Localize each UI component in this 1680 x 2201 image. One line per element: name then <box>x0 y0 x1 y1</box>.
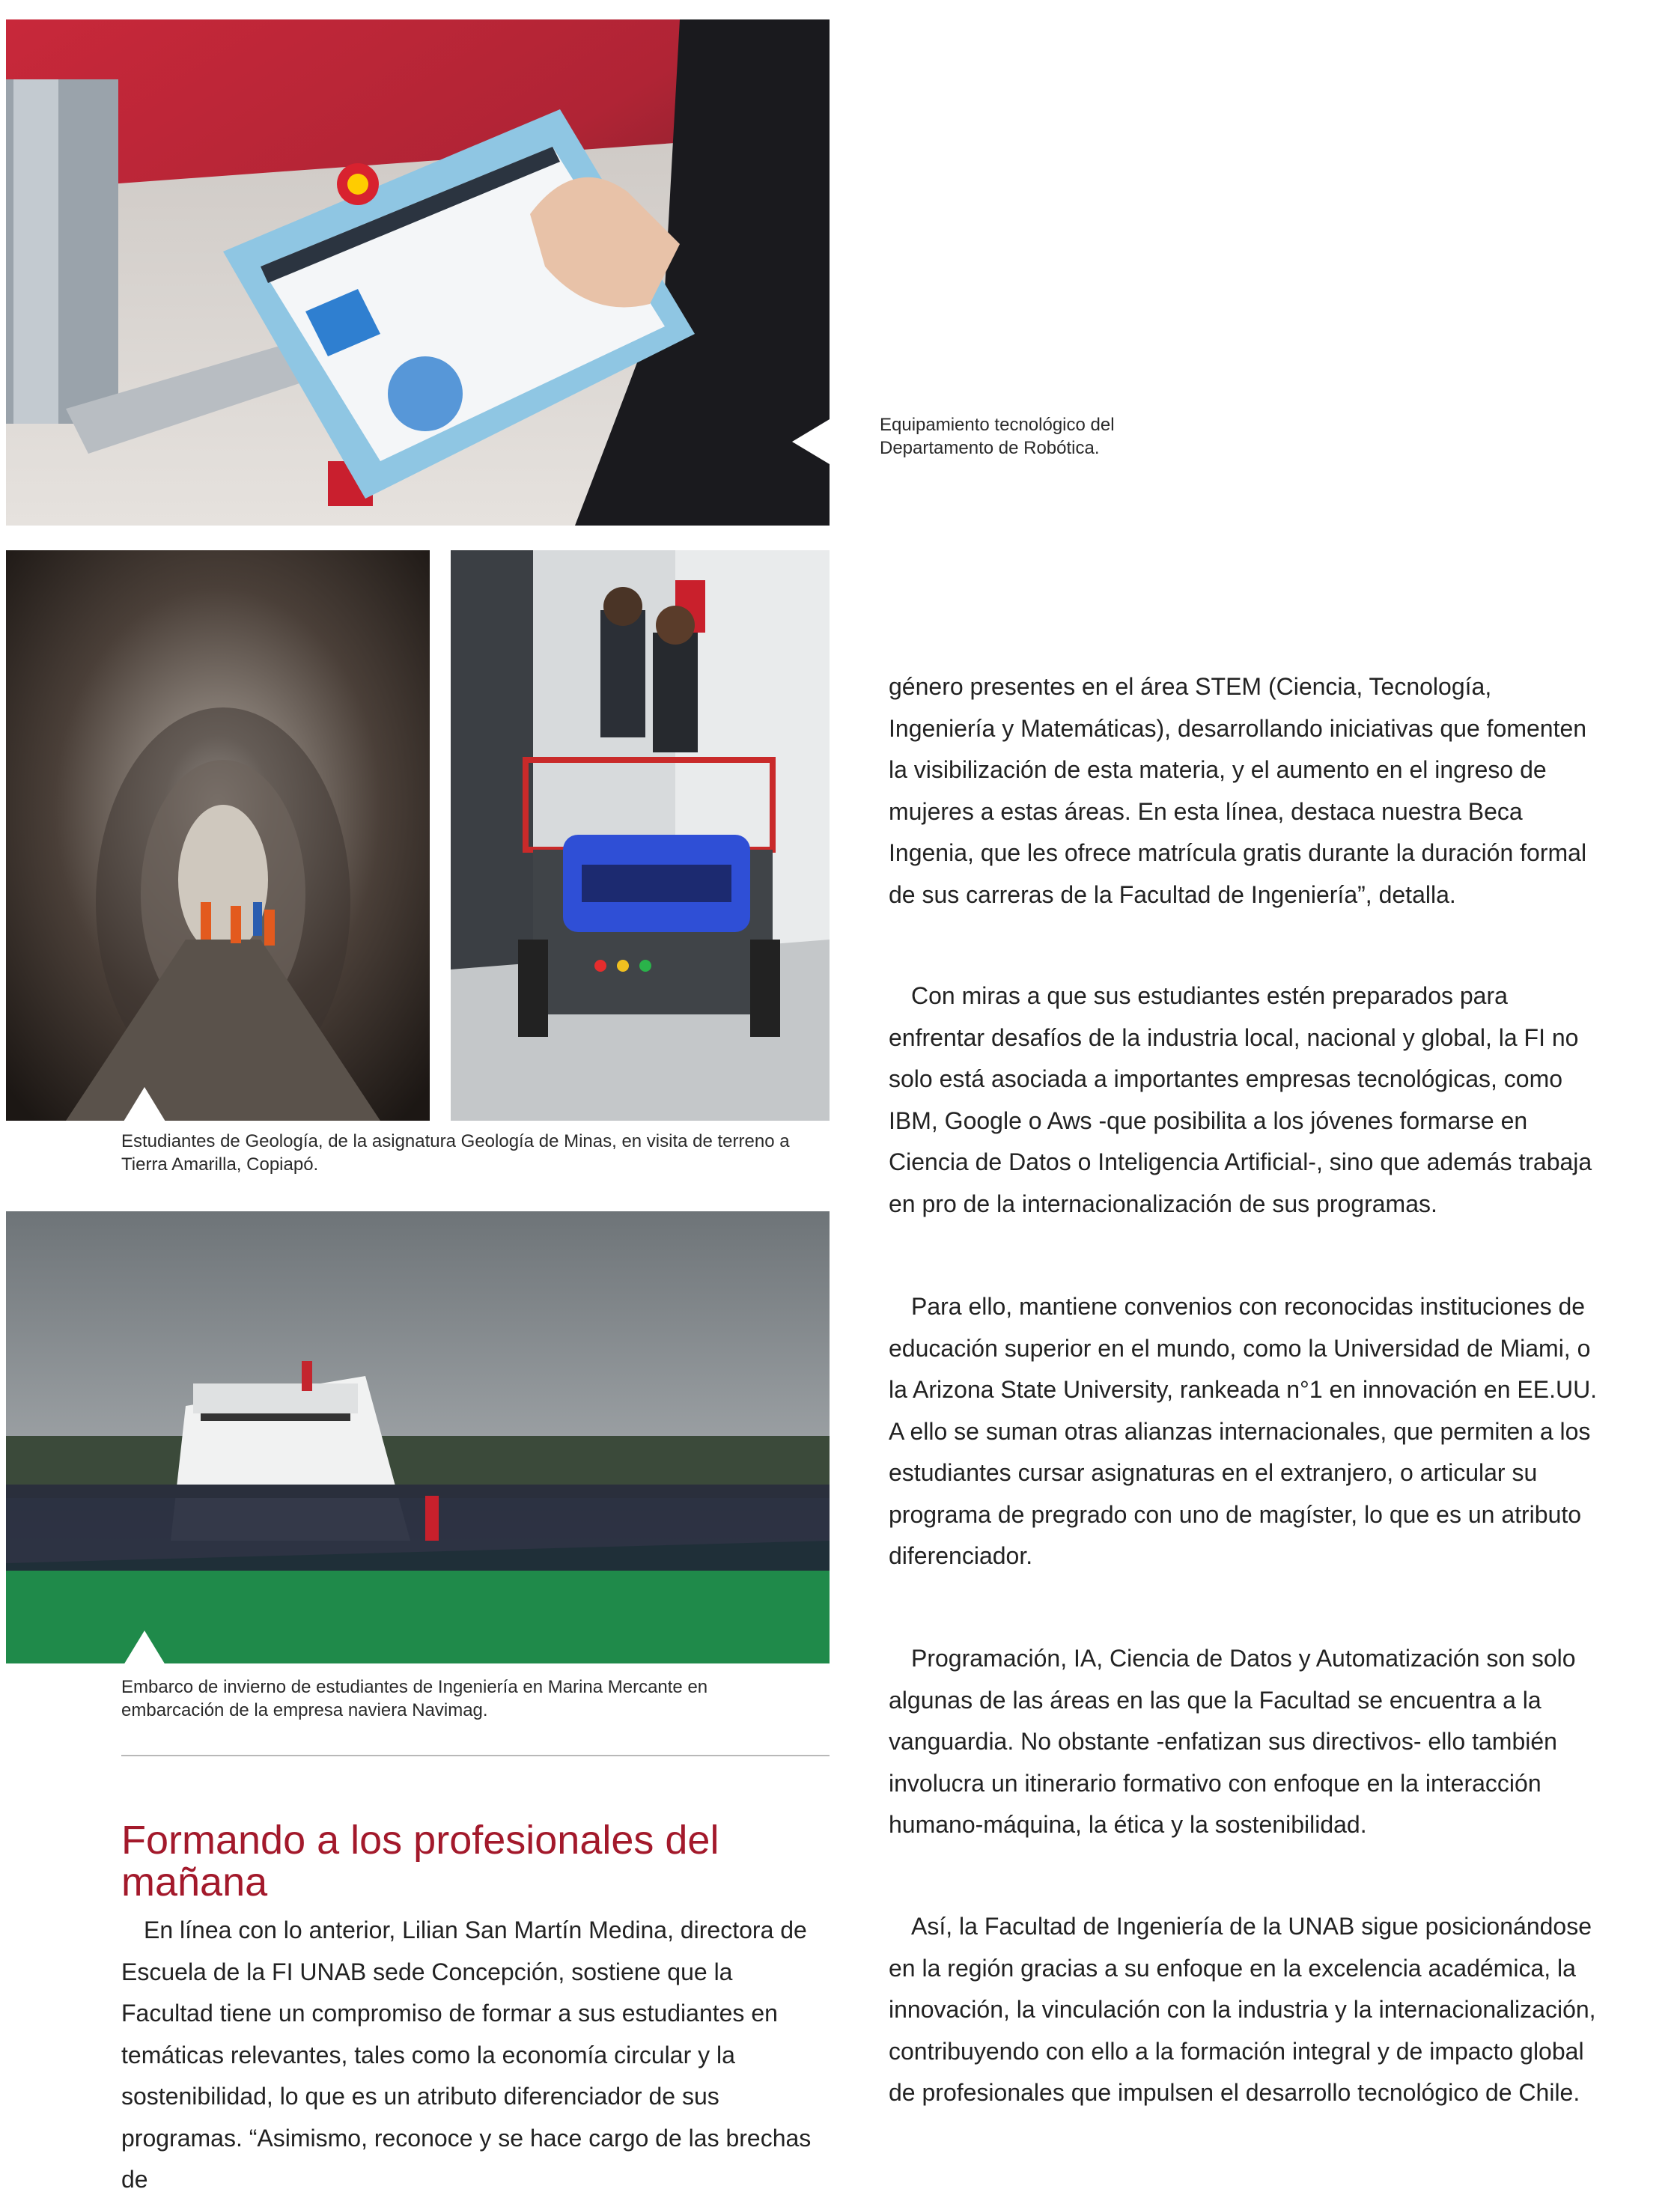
paragraph-agreements: Para ello, mantiene convenios con reconocidas instituciones de educación superior en el mundo, como la Universidad de Miami, o la Arizona State University, rankeada n°1 en innovación en EE.UU. A ello se suman otras alianzas internacionales, que permiten a los estudiantes cursar asignaturas en el extranjero, o articular su programa de pregrado con uno de magíster, lo que es un atributo diferenciador. <box>889 1293 1598 1569</box>
paragraph-areas: Programación, IA, Ciencia de Datos y Automatización son solo algunas de las áreas en las que la Facultad se encuentra a la vanguardia. No obstante -enfatizan sus directivos- ello también involucra un itinerario formativo con enfoque en la interacción humano-máquina, la ética y la sostenibilidad. <box>889 1645 1576 1838</box>
section-heading: Formando a los profesionales del mañana <box>121 1818 719 1905</box>
paragraph-closing: Así, la Facultad de Ingeniería de la UNAB sigue posicionándose en la región gracias a su enfoque en la excelencia académica, la innovación, la vinculación con la industria y la internacionalización, contribuyendo con ello a la formación integral y de impacto global de profesionales que impulsen el desarrollo tecnológico de Chile. <box>889 1913 1596 2106</box>
navimag-caption: Embarco de invierno de estudiantes de Ingeniería en Marina Mercante en embarcación de la empresa naviera Navimag. <box>121 1677 708 1720</box>
caption-pointer <box>124 1087 165 1121</box>
caption-pointer <box>792 419 830 464</box>
geology-tunnel-photo <box>6 550 430 1121</box>
caption-pointer <box>124 1631 165 1665</box>
section-intro-paragraph: En línea con lo anterior, Lilian San Martín Medina, directora de Escuela de la FI UNAB sede Concepción, sostiene que la Facultad tiene un compromiso de formar a sus estudiantes en temáticas relevantes, tales como la economía circular y la sostenibilidad, lo que es un atributo diferenciador de sus programas. “Asimismo, reconoce y se hace cargo de las brechas de <box>121 1917 812 2193</box>
robotics-photo <box>6 19 830 526</box>
paragraph-stem: género presentes en el área STEM (Ciencia, Tecnología, Ingeniería y Matemáticas), desarrollando iniciativas que fomenten la visibilización de esta materia, y el aumento en el ingreso de mujeres a estas áreas. En esta línea, destaca nuestra Beca Ingenia, que les ofrece matrícula gratis durante la duración formal de sus carreras de la Facultad de Ingeniería”, detalla. <box>889 673 1587 908</box>
geology-caption: Estudiantes de Geología, de la asignatura Geología de Minas, en visita de terreno a Tierra Amarilla, Copiapó. <box>121 1131 790 1175</box>
paragraph-industry: Con miras a que sus estudiantes estén preparados para enfrentar desafíos de la industria local, nacional y global, la FI no solo está asociada a importantes empresas tecnológicas, como IBM, Google o Aws -que posibilita a los jóvenes formarse en Ciencia de Datos o Inteligencia Artificial-, sino que además trabaja en pro de la internacionalización de sus programas. <box>889 982 1592 1217</box>
robotics-caption: Equipamiento tecnológico del Departamento de Robótica. <box>880 415 1115 458</box>
section-divider <box>121 1755 830 1756</box>
navimag-photo <box>6 1211 830 1663</box>
robot-students-photo <box>451 550 830 1121</box>
